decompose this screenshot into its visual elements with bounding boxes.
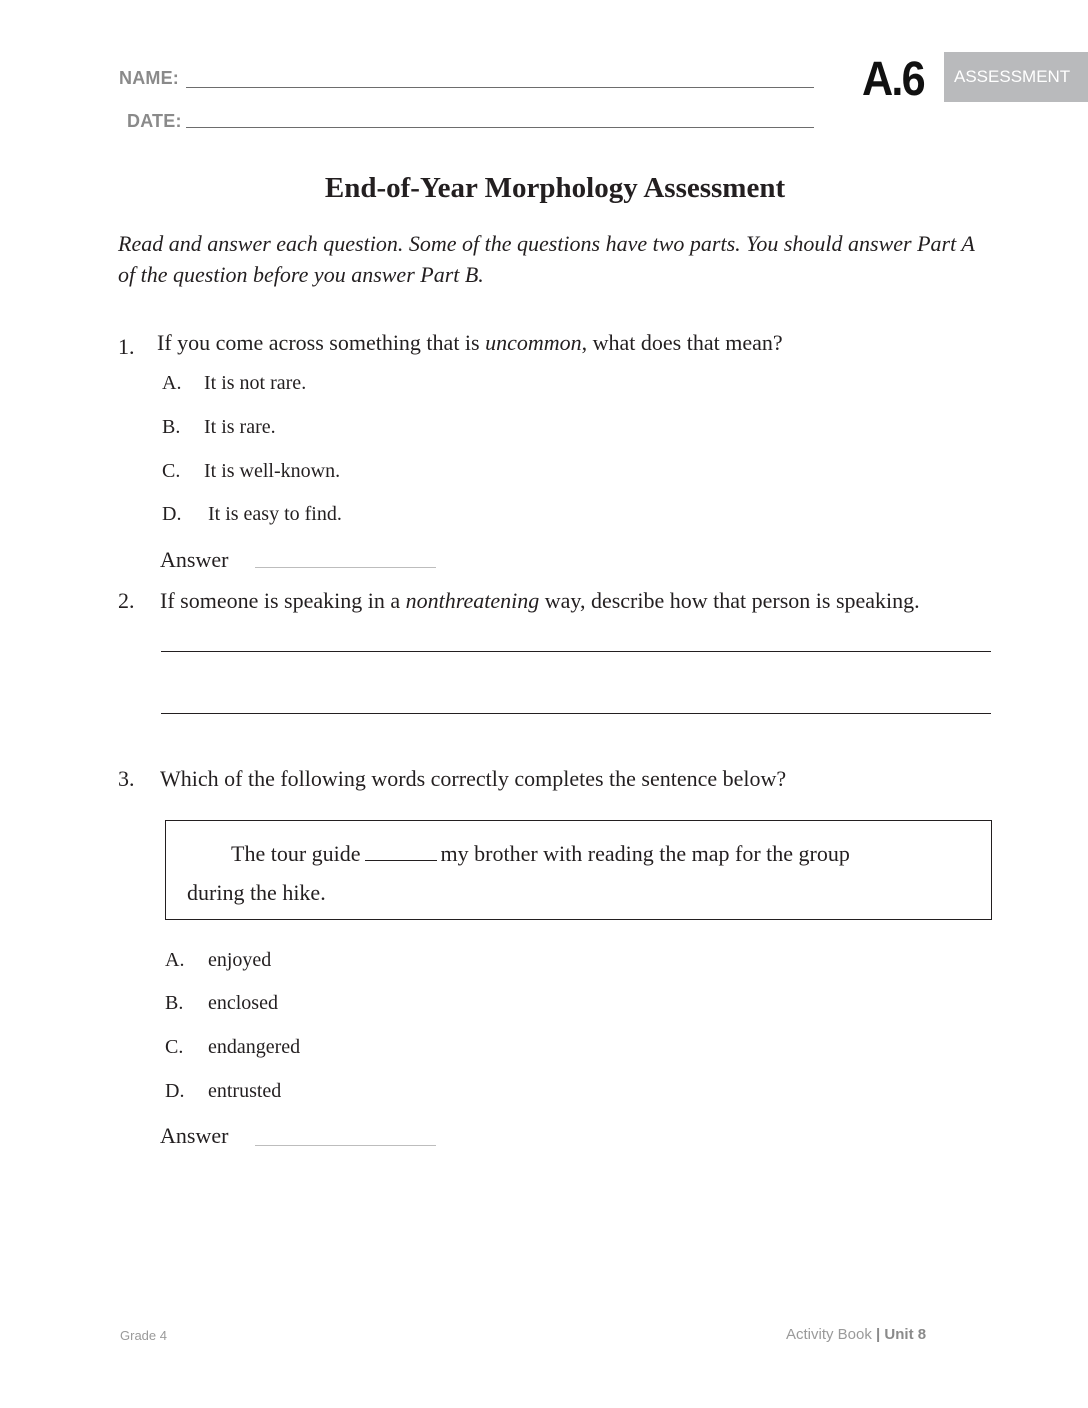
q3-option-c[interactable]: endangered <box>208 1036 301 1058</box>
footer-book-info: Activity Book | Unit 8 <box>786 1326 927 1343</box>
question-2-text: If someone is speaking in a nonthreatening way, describe how that person is speaking. <box>160 588 920 613</box>
page-title: End-of-Year Morphology Assessment <box>324 172 786 204</box>
q1-option-d[interactable]: It is easy to find. <box>208 503 342 525</box>
footer-grade: Grade 4 <box>120 1328 167 1343</box>
q3-option-b[interactable]: enclosed <box>208 992 278 1014</box>
q1-option-a[interactable]: It is not rare. <box>204 372 307 394</box>
q1-option-c[interactable]: It is well-known. <box>204 460 341 482</box>
date-label: DATE: <box>127 111 182 131</box>
name-field[interactable] <box>186 87 814 88</box>
name-label: NAME: <box>119 68 179 88</box>
q3-option-d-letter: D. <box>165 1080 185 1102</box>
q3-option-a[interactable]: enjoyed <box>208 949 272 971</box>
sentence-box <box>165 820 992 920</box>
assessment-tag: ASSESSMENT <box>944 52 1088 102</box>
question-3-number: 3. <box>118 766 135 791</box>
q3-answer-field[interactable] <box>255 1145 436 1146</box>
question-2-key-word: nonthreatening <box>405 588 540 613</box>
date-field[interactable] <box>186 127 814 128</box>
sentence-line-2: during the hike. <box>187 880 326 905</box>
q1-option-b[interactable]: It is rare. <box>204 416 276 438</box>
q2-answer-line-2[interactable] <box>161 713 991 714</box>
activity-code: A.6 <box>862 53 924 106</box>
instructions: Read and answer each question. Some of the questions have two parts. You should answer Part A of the question before you answer Part B. <box>118 231 975 287</box>
q3-option-c-letter: C. <box>165 1036 184 1058</box>
q3-answer-label: Answer <box>160 1123 229 1148</box>
q1-answer-field[interactable] <box>255 567 436 568</box>
q3-option-a-letter: A. <box>165 949 185 971</box>
question-1-text: If you come across something that is uncommon, what does that mean? <box>157 330 783 355</box>
q1-option-a-letter: A. <box>162 372 182 394</box>
q1-option-c-letter: C. <box>162 460 181 482</box>
question-1-key-word: uncommon <box>485 330 582 355</box>
q3-option-d[interactable]: entrusted <box>208 1080 282 1102</box>
q1-option-b-letter: B. <box>162 416 181 438</box>
question-3-text: Which of the following words correctly completes the sentence below? <box>160 766 787 791</box>
q1-option-d-letter: D. <box>162 503 182 525</box>
q2-answer-line-1[interactable] <box>161 651 991 652</box>
q3-option-b-letter: B. <box>165 992 184 1014</box>
sentence-blank <box>365 840 437 861</box>
question-2-number: 2. <box>118 588 135 613</box>
question-1-number: 1. <box>118 334 135 359</box>
q1-answer-label: Answer <box>160 547 229 572</box>
sentence-line-1: The tour guide my brother with reading the map for the group <box>231 841 850 866</box>
